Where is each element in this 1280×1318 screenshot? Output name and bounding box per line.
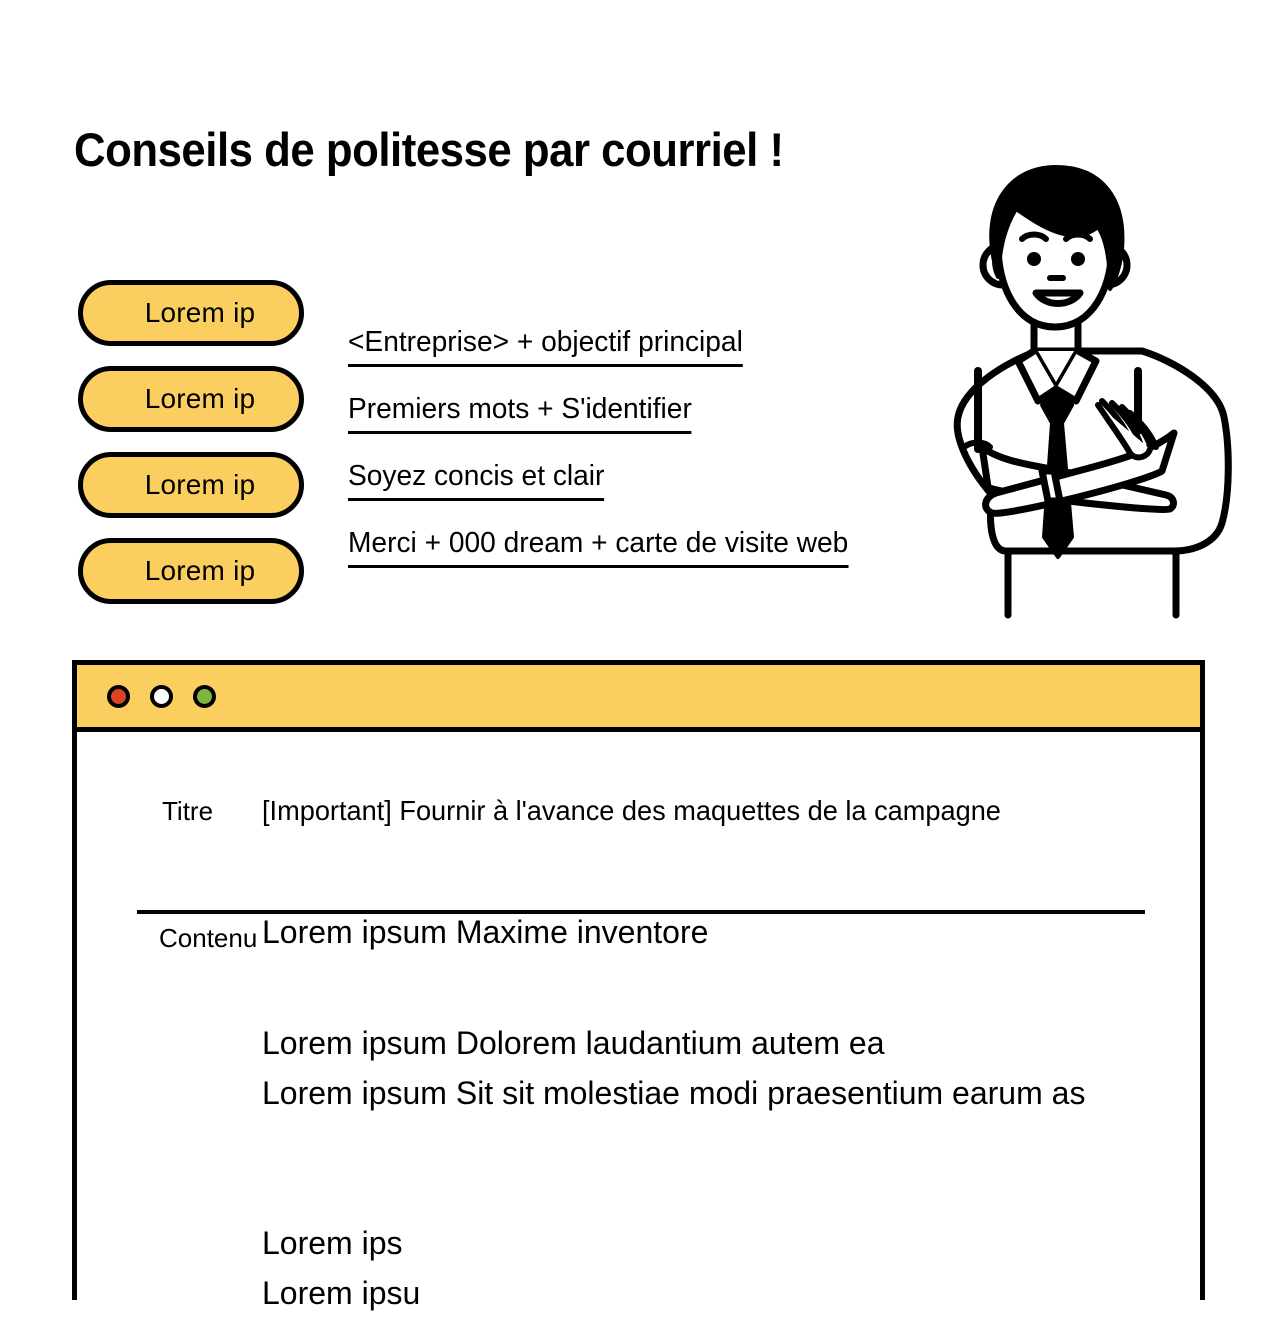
tip-item-1[interactable]	[348, 328, 864, 395]
pill-button-4[interactable]	[78, 538, 304, 604]
body-spacer	[262, 1168, 1085, 1218]
tip-list	[348, 328, 864, 596]
pill-list	[78, 280, 304, 624]
body-line: Lorem ipsu	[262, 1275, 421, 1311]
pill-button-3[interactable]	[78, 452, 304, 518]
tip-label: Merci + 000 dream + carte de visite web	[348, 529, 848, 568]
body-line: Lorem ipsum Dolorem laudantium autem ea	[262, 1025, 885, 1061]
body-first-line[interactable]: Lorem ipsum Maxime inventore	[262, 914, 709, 950]
businessman-illustration	[930, 165, 1250, 675]
content-field-label: Contenu	[159, 923, 258, 953]
tip-item-2[interactable]	[348, 395, 864, 462]
pill-button-1[interactable]	[78, 280, 304, 346]
subject-field-value[interactable]: [Important] Fournir à l'avance des maquettes de la campagne	[262, 795, 1001, 826]
email-window	[72, 660, 1205, 1311]
pill-label: Lorem ip	[144, 555, 256, 586]
body-spacer	[262, 1118, 1085, 1168]
subject-field-label: Titre	[162, 796, 214, 826]
body-text-block[interactable]	[262, 1018, 1085, 1318]
tip-label: Soyez concis et clair	[348, 462, 604, 501]
minimize-dot-icon[interactable]	[150, 685, 173, 708]
body-line: Lorem ips	[262, 1225, 403, 1261]
tip-label: <Entreprise> + objectif principal	[348, 328, 743, 367]
pill-button-2[interactable]	[78, 366, 304, 432]
email-subject-row	[162, 795, 1162, 827]
pill-label: Lorem ip	[144, 297, 256, 328]
tip-label: Premiers mots + S'identifier	[348, 395, 692, 434]
window-titlebar	[77, 665, 1200, 732]
pill-label: Lorem ip	[144, 469, 256, 500]
body-line: Lorem ipsum Sit sit molestiae modi praesentium earum as	[262, 1075, 1086, 1111]
page-title: Conseils de politesse par courriel !	[74, 123, 784, 176]
tip-item-3[interactable]	[348, 462, 864, 529]
maximize-dot-icon[interactable]	[193, 685, 216, 708]
pill-label: Lorem ip	[144, 383, 256, 414]
close-dot-icon[interactable]	[107, 685, 130, 708]
tip-item-4[interactable]	[348, 529, 864, 596]
